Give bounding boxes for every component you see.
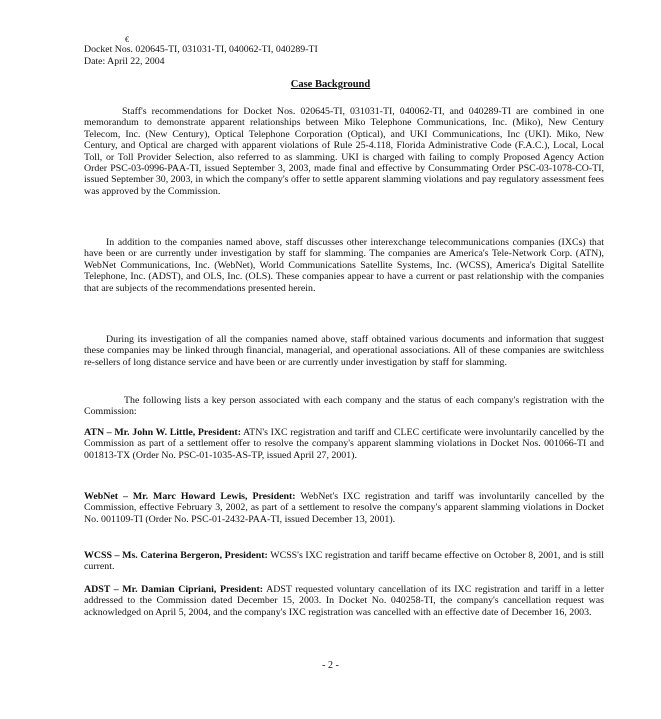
entry-webnet-lead: WebNet – Mr. Marc Howard Lewis, President:	[84, 491, 296, 502]
entry-atn	[84, 427, 604, 461]
entry-atn-body: ATN's IXC registration and tariff and CLEC certificate were involuntarily cancelled by the Commission as part of a settlement offer to resolve the company's apparent slamming violations in Docket Nos. 001066-TI and 001813-TX (Order No. PSC-01-1035-AS-TP, issued April 27, 2001).	[84, 427, 604, 461]
entry-adst	[84, 584, 604, 618]
entry-atn-lead: ATN – Mr. John W. Little, President:	[84, 427, 242, 438]
entry-webnet	[84, 491, 604, 525]
paragraph-key-persons: The following lists a key person associated with each company and the status of each company's registration with the Commission:	[84, 395, 604, 418]
entry-adst-body: ADST requested voluntary cancellation of its IXC registration and tariff in a letter addressed to the Commission dated December 15, 2003. In Docket No. 040258-TI, the company's cancellation request was acknowledged on April 5, 2004, and the company's IXC registration was cancelled with an effective date of December 16, 2003.	[84, 584, 604, 618]
entry-wcss-body: WCSS's IXC registration and tariff became effective on October 8, 2001, and is still current.	[84, 550, 604, 573]
entry-wcss-lead: WCSS – Ms. Caterina Bergeron, President:	[84, 550, 268, 561]
entry-adst-lead: ADST – Mr. Damian Cipriani, President:	[84, 584, 264, 595]
entry-webnet-body: WebNet's IXC registration and tariff was involuntarily cancelled by the Commission, effective February 3, 2002, as part of a settlement to resolve the company's apparent slamming violations in Docket No. 001109-TI (Order No. PSC-01-2432-PAA-TI, issued December 13, 2001).	[84, 491, 604, 525]
section-title: Case Background	[290, 79, 371, 90]
page-number: - 2 -	[322, 660, 339, 671]
scan-mark: €	[125, 35, 129, 44]
entry-wcss	[84, 550, 604, 573]
paragraph-investigation: During its investigation of all the companies named above, staff obtained various documents and information that suggest these companies may be linked through financial, managerial, and operational associations. All of these companies are switchless re-sellers of long distance service and have been or are currently under investigation by staff for slamming.	[84, 334, 604, 368]
paragraph-intro: Staff's recommendations for Docket Nos. 020645-TI, 031031-TI, 040062-TI, and 040289-TI are combined in one memorandum to demonstrate apparent relationships between Miko Telephone Communications, Inc. (Miko), New Century Telecom, Inc. (New Century), Optical Telephone Corporation (Optical), and UKI Communications, Inc (UKI). Miko, New Century, and Optical are charged with apparent violations of Rule 25-4.118, Florida Administrative Code (F.A.C.), Local, Local Toll, or Toll Provider Selection, also referred to as slamming. UKI is charged with failing to comply Proposed Agency Action Order PSC-03-0996-PAA-TI, issued September 3, 2003, made final and effective by Consummating Order PSC-03-1078-CO-TI, issued September 30, 2003, in which the company's offer to settle apparent slamming violations and pay regulatory assessment fees was approved by the Commission.	[84, 106, 604, 197]
paragraph-other-companies: In addition to the companies named above, staff discusses other interexchange telecommunications companies (IXCs) that have been or are currently under investigation by staff for slamming. The companies are America's Tele-Network Corp. (ATN), WebNet Communications, Inc. (WebNet), World Communications Satellite Systems, Inc. (WCSS), America's Digital Satellite Telephone, Inc. (ADST), and OLS, Inc. (OLS). These companies appear to have a current or past relationship with the companies that are subjects of the recommendations presented herein.	[84, 237, 604, 294]
docket-numbers: Docket Nos. 020645-TI, 031031-TI, 040062-TI, 040289-TI	[84, 44, 318, 55]
memo-date: Date: April 22, 2004	[84, 56, 165, 67]
